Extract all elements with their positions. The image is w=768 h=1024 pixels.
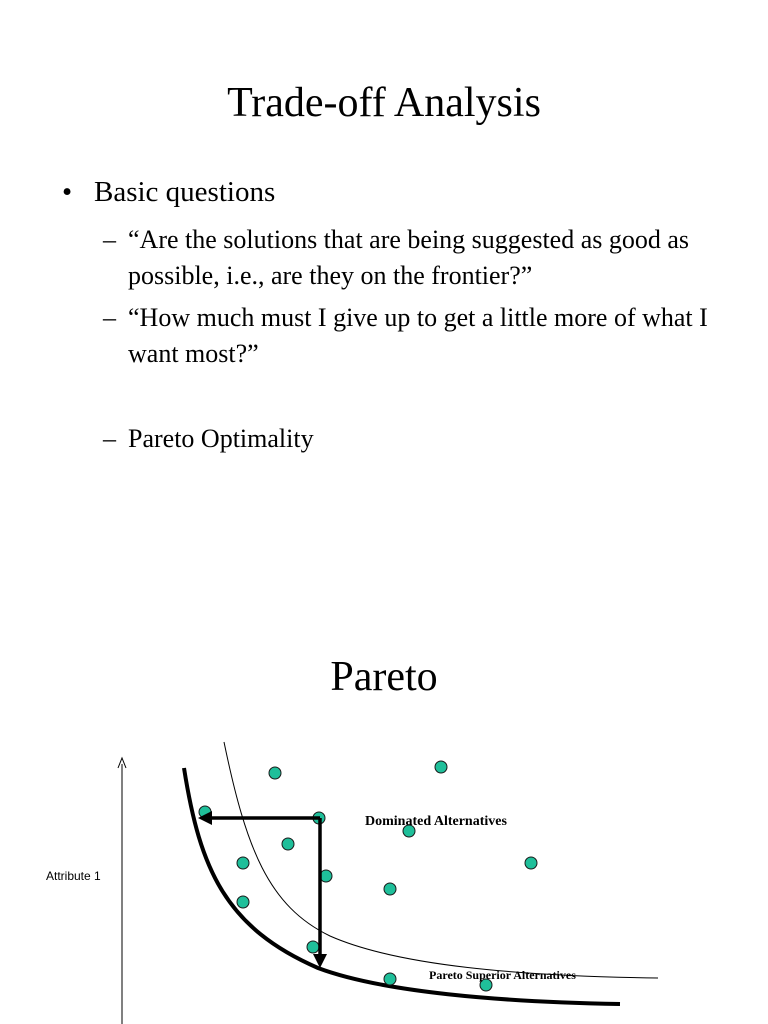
- dash-icon: –: [103, 225, 116, 254]
- dominated-alternatives-label: Dominated Alternatives: [365, 814, 507, 829]
- alternative-point: [269, 767, 281, 779]
- alternative-point: [320, 870, 332, 882]
- alternative-points: [199, 761, 537, 991]
- alternative-point: [384, 973, 396, 985]
- alternative-point: [282, 838, 294, 850]
- alternative-point: [307, 941, 319, 953]
- alternative-point: [435, 761, 447, 773]
- sub-item-text: “How much must I give up to get a little more of what I want most?”: [128, 303, 708, 368]
- pareto-superior-label: Pareto Superior Alternatives: [429, 968, 576, 982]
- alternative-point: [525, 857, 537, 869]
- alternative-point: [237, 896, 249, 908]
- alternative-point: [384, 883, 396, 895]
- bullet-item: [62, 174, 275, 210]
- slide-title: Pareto: [330, 654, 438, 700]
- dash-icon: –: [103, 303, 116, 332]
- alternative-point: [237, 857, 249, 869]
- sub-item-text: “Are the solutions that are being suggested as good as possible, i.e., are they on the frontier?”: [128, 225, 690, 290]
- sub-item-question-2: [103, 300, 723, 372]
- y-axis-label: Attribute 1: [46, 869, 101, 883]
- sub-item-question-1: [103, 222, 723, 294]
- pareto-diagram: [0, 730, 768, 1024]
- slide-title: Trade-off Analysis: [227, 80, 541, 126]
- bullet-icon: •: [62, 176, 73, 208]
- sub-item-text: Pareto Optimality: [128, 424, 314, 453]
- dash-icon: –: [103, 424, 116, 453]
- indifference-curve-icon: [224, 742, 658, 978]
- bullet-text: Basic questions: [94, 176, 276, 208]
- sub-item-pareto-optimality: [103, 421, 723, 457]
- y-axis-arrow-icon: [118, 758, 126, 1024]
